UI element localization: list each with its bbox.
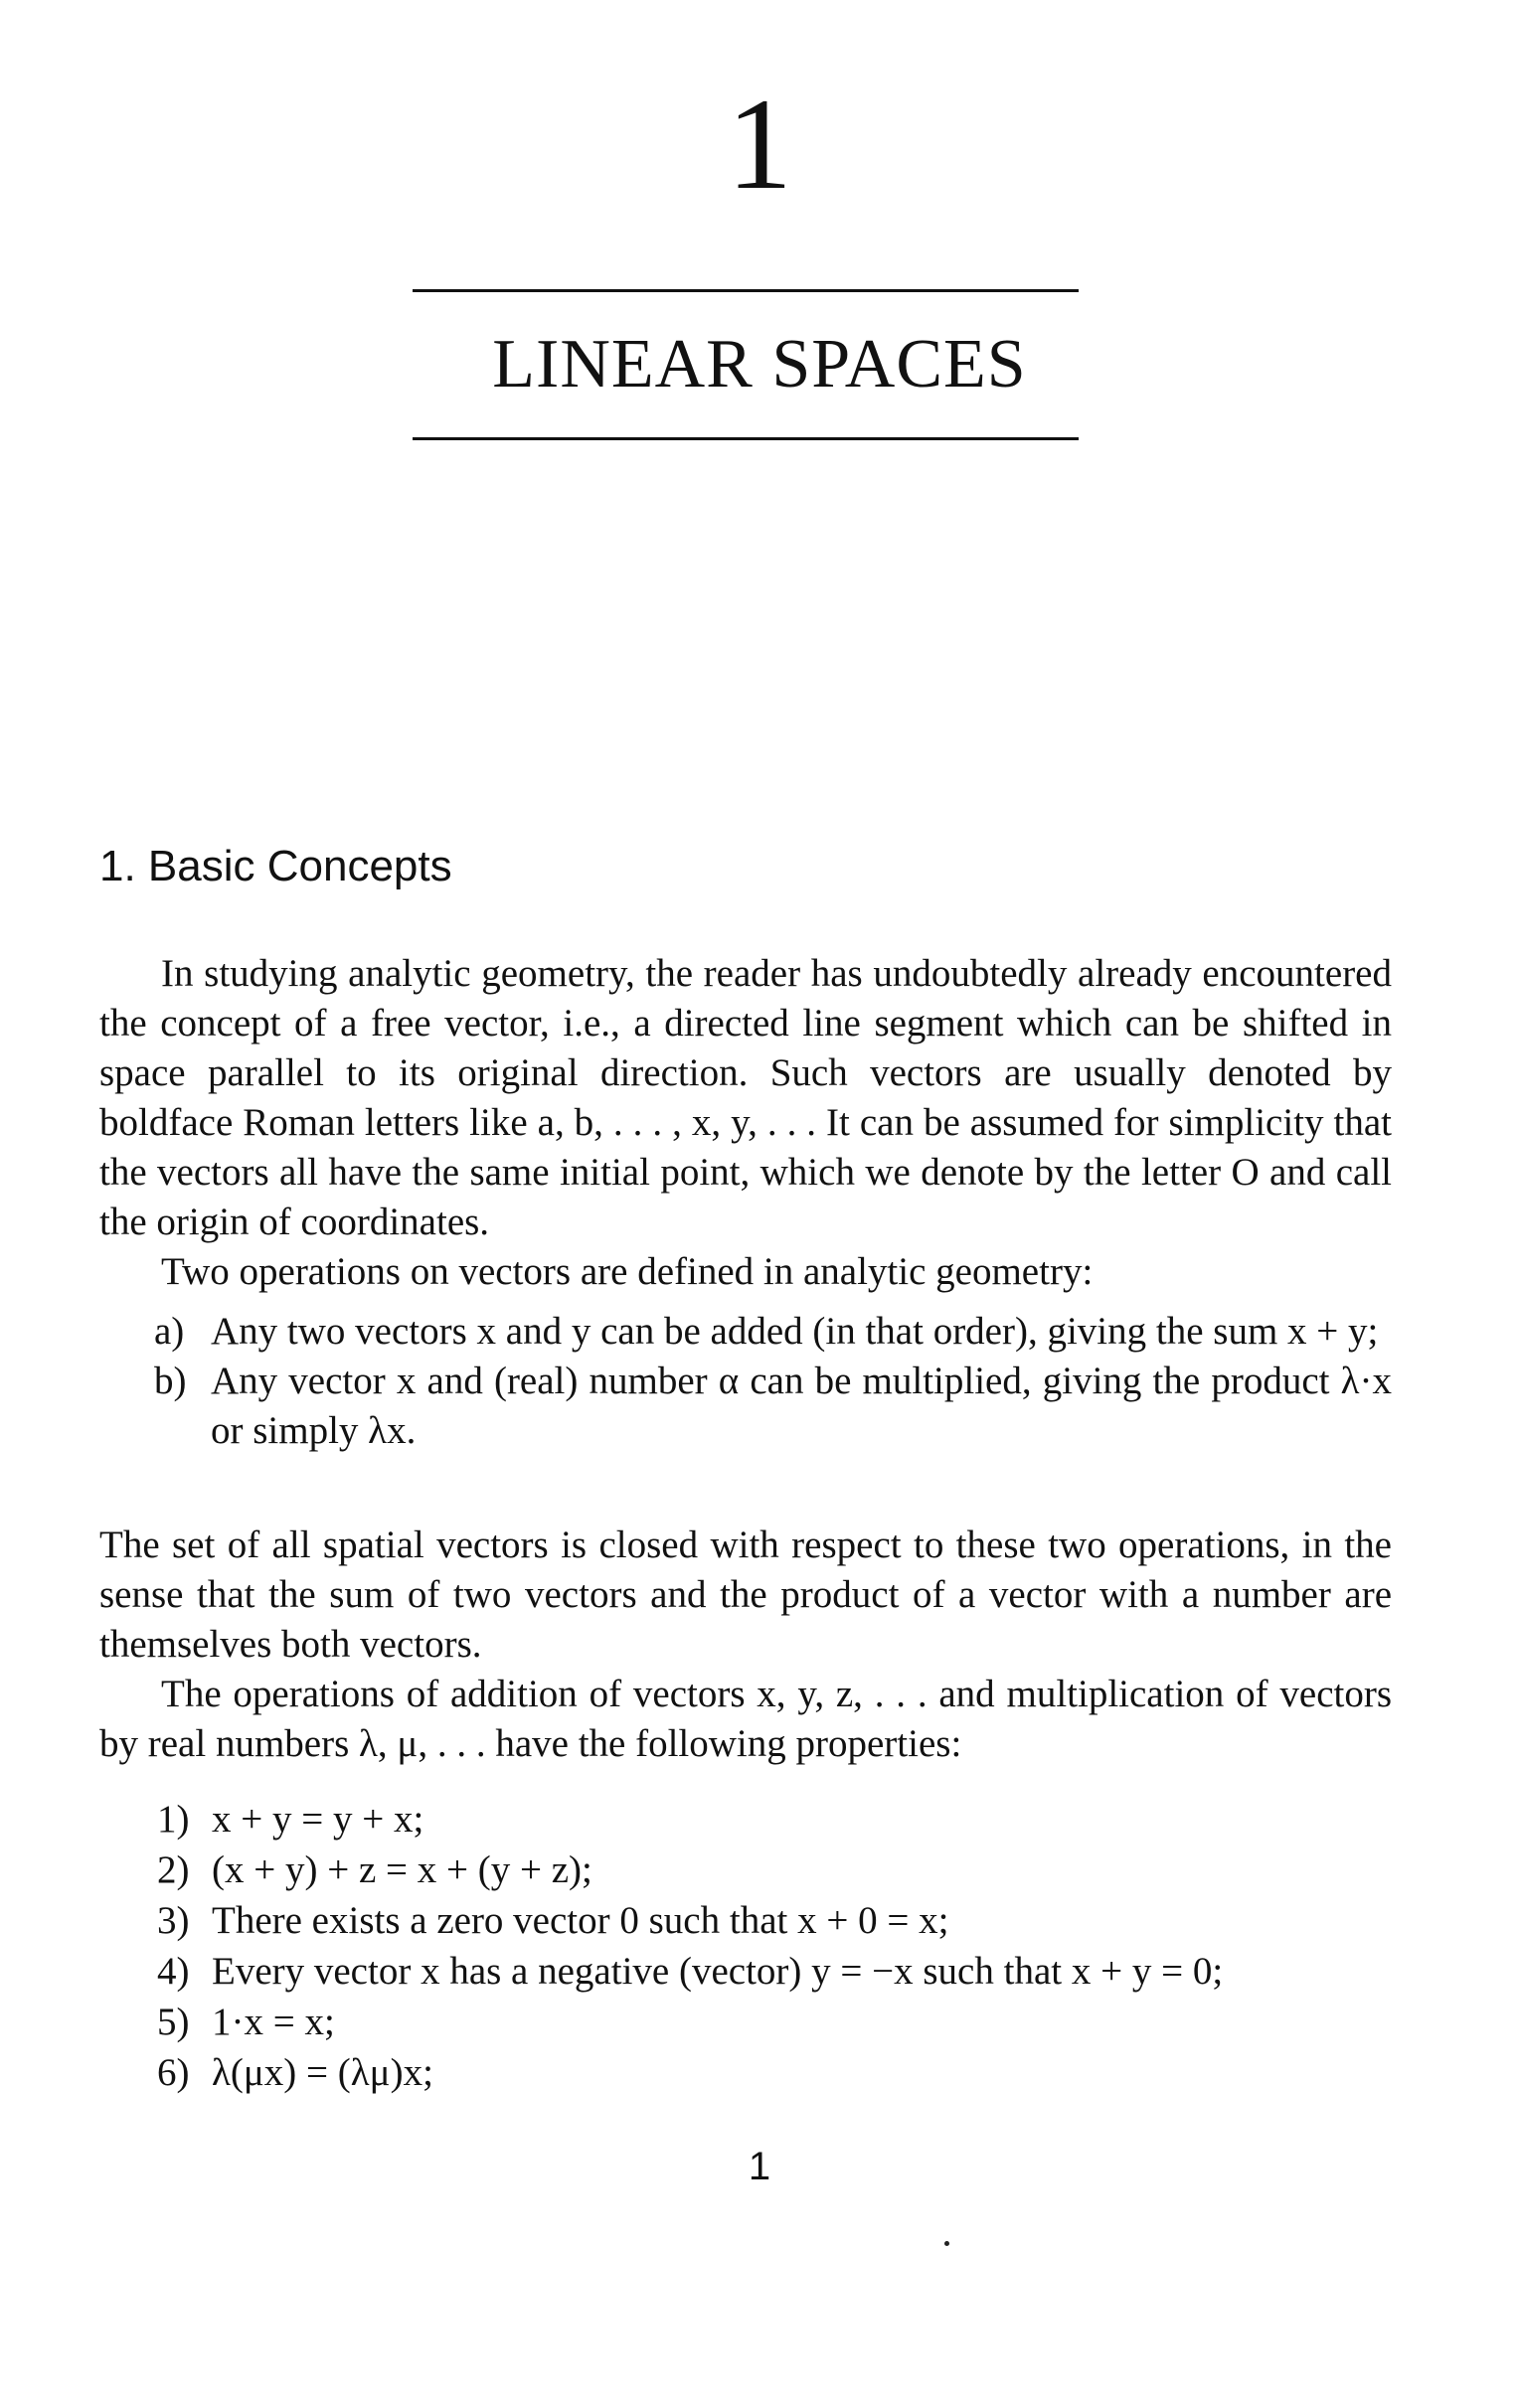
operation-item	[154, 1307, 1392, 1357]
closed-paragraph-block	[99, 1521, 1392, 1670]
intro-paragraph: In studying analytic geometry, the reader has undoubtedly already encountered the concept of a free vector, i.e., a directed line segment which can be shifted in space parallel to its original direction. Such vectors are usually denoted by boldface Roman letters like a, b, . . . , x, y, . . . It can be assumed for simplicity that the vectors all have the same initial point, which we denote by the letter O and call the origin of coordinates.	[99, 952, 1392, 1243]
property-marker: 4)	[157, 1950, 190, 1993]
chapter-number: 1	[727, 71, 792, 217]
page-number: 1	[748, 2145, 771, 2188]
property-item	[157, 1946, 1395, 1997]
scan-speck	[944, 2241, 949, 2246]
operation-marker: b)	[154, 1360, 187, 1402]
operation-marker: a)	[154, 1310, 185, 1353]
property-text: 1·x = x;	[212, 2001, 335, 2043]
property-text: λ(μx) = (λμ)x;	[212, 2051, 433, 2094]
title-rule-top	[413, 289, 1079, 292]
operation-item	[154, 1357, 1392, 1456]
property-text: There exists a zero vector 0 such that x + 0 = x;	[212, 1899, 949, 1942]
intro-paragraph-block	[99, 949, 1392, 1247]
chapter-title: LINEAR SPACES	[492, 326, 1027, 402]
property-text: (x + y) + z = x + (y + z);	[212, 1848, 592, 1891]
title-rule-bottom	[413, 437, 1079, 440]
property-marker: 6)	[157, 2051, 190, 2094]
properties-intro-paragraph: The operations of addition of vectors x, y, z, . . . and multiplication of vectors by real numbers λ, μ, . . . have the following properties:	[99, 1673, 1392, 1765]
operations-intro-block	[99, 1247, 1392, 1297]
properties-intro-block	[99, 1670, 1392, 1769]
property-marker: 3)	[157, 1899, 190, 1942]
operations-intro-paragraph: Two operations on vectors are defined in analytic geometry:	[161, 1250, 1094, 1293]
property-item	[157, 2047, 1395, 2098]
property-text: Every vector x has a negative (vector) y = −x such that x + y = 0;	[212, 1950, 1224, 1993]
property-item	[157, 1794, 1395, 1845]
property-item	[157, 1845, 1395, 1895]
property-marker: 5)	[157, 2001, 190, 2043]
operation-text: Any vector x and (real) number α can be multiplied, giving the product λ·x or simply λx.	[211, 1360, 1392, 1452]
operation-text: Any two vectors x and y can be added (in that order), giving the sum x + y;	[211, 1310, 1379, 1353]
property-item	[157, 1895, 1395, 1946]
property-marker: 1)	[157, 1798, 190, 1841]
property-marker: 2)	[157, 1848, 190, 1891]
property-text: x + y = y + x;	[212, 1798, 424, 1841]
property-item	[157, 1997, 1395, 2047]
closed-paragraph: The set of all spatial vectors is closed with respect to these two operations, in the sense that the sum of two vectors and the product of a vector with a number are themselves both vectors.	[99, 1524, 1392, 1666]
section-heading: 1. Basic Concepts	[99, 842, 452, 890]
properties-list	[157, 1794, 1395, 2098]
operations-list	[154, 1307, 1392, 1456]
